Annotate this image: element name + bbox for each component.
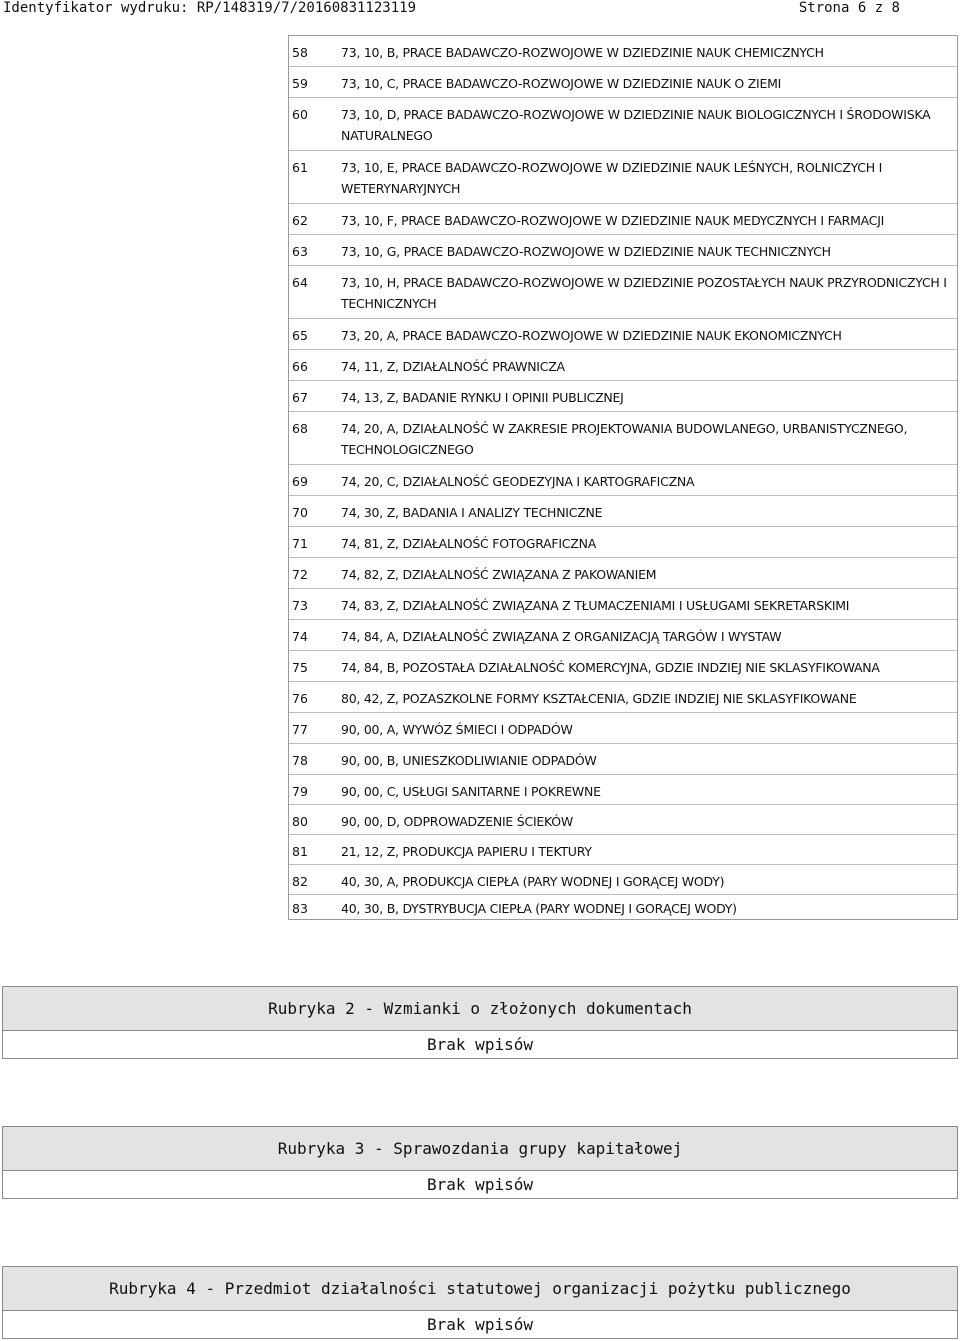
table-row — [289, 67, 957, 98]
table-row — [289, 381, 957, 412]
row-number: 77 — [292, 722, 308, 737]
row-text: 74, 84, A, DZIAŁALNOŚĆ ZWIĄZANA Z ORGANIZACJĄ TARGÓW I WYSTAW — [341, 629, 782, 644]
row-text: 21, 12, Z, PRODUKCJA PAPIERU I TEKTURY — [341, 844, 592, 859]
row-number: 82 — [292, 874, 308, 889]
row-text: 90, 00, D, ODPROWADZENIE ŚCIEKÓW — [341, 814, 573, 829]
row-text: 73, 10, F, PRACE BADAWCZO-ROZWOJOWE W DZIEDZINIE NAUK MEDYCZNYCH I FARMACJI — [341, 213, 885, 228]
row-text: 74, 11, Z, DZIAŁALNOŚĆ PRAWNICZA — [341, 359, 565, 374]
rubric-title: Rubryka 3 - Sprawozdania grupy kapitałowej — [3, 1127, 957, 1170]
row-text: 74, 13, Z, BADANIE RYNKU I OPINII PUBLICZNEJ — [341, 390, 624, 405]
row-number: 59 — [292, 76, 308, 91]
row-text: 74, 20, A, DZIAŁALNOŚĆ W ZAKRESIE PROJEKTOWANIA BUDOWLANEGO, URBANISTYCZNEGO, TECHNOLOGICZNEGO — [341, 421, 908, 457]
row-number: 67 — [292, 390, 308, 405]
table-row — [289, 496, 957, 527]
row-text: 73, 10, C, PRACE BADAWCZO-ROZWOJOWE W DZIEDZINIE NAUK O ZIEMI — [341, 76, 782, 91]
row-text: 73, 20, A, PRACE BADAWCZO-ROZWOJOWE W DZIEDZINIE NAUK EKONOMICZNYCH — [341, 328, 842, 343]
row-number: 71 — [292, 536, 308, 551]
row-number: 83 — [292, 901, 308, 916]
table-row — [289, 865, 957, 895]
table-row — [289, 589, 957, 620]
table-row — [289, 558, 957, 589]
table-row — [289, 412, 957, 465]
row-number: 58 — [292, 45, 308, 60]
row-number: 72 — [292, 567, 308, 582]
row-text: 90, 00, B, UNIESZKODLIWIANIE ODPADÓW — [341, 753, 597, 768]
rubric-3-section — [2, 1126, 958, 1199]
row-number: 65 — [292, 328, 308, 343]
rubric-2-section — [2, 986, 958, 1059]
row-text: 40, 30, A, PRODUKCJA CIEPŁA (PARY WODNEJ I GORĄCEJ WODY) — [341, 874, 725, 889]
row-text: 73, 10, D, PRACE BADAWCZO-ROZWOJOWE W DZIEDZINIE NAUK BIOLOGICZNYCH I ŚRODOWISKA NATURALNEGO — [341, 107, 931, 143]
row-number: 66 — [292, 359, 308, 374]
rubric-body: Brak wpisów — [3, 1170, 957, 1198]
table-row — [289, 744, 957, 775]
table-row — [289, 805, 957, 835]
table-row — [289, 235, 957, 266]
table-row — [289, 620, 957, 651]
row-number: 68 — [292, 421, 308, 436]
table-row — [289, 266, 957, 319]
table-row — [289, 527, 957, 558]
table-row — [289, 319, 957, 350]
page-header — [0, 0, 960, 18]
table-row — [289, 350, 957, 381]
row-text: 74, 84, B, POZOSTAŁA DZIAŁALNOŚĆ KOMERCYJNA, GDZIE INDZIEJ NIE SKLASYFIKOWANA — [341, 660, 880, 675]
row-text: 74, 20, C, DZIAŁALNOŚĆ GEODEZYJNA I KARTOGRAFICZNA — [341, 474, 695, 489]
row-text: 73, 10, H, PRACE BADAWCZO-ROZWOJOWE W DZIEDZINIE POZOSTAŁYCH NAUK PRZYRODNICZYCH I TECHNICZNYCH — [341, 275, 947, 311]
table-row — [289, 204, 957, 235]
row-text: 73, 10, E, PRACE BADAWCZO-ROZWOJOWE W DZIEDZINIE NAUK LEŚNYCH, ROLNICZYCH I WETERYNARYJNYCH — [341, 160, 883, 196]
rubric-body: Brak wpisów — [3, 1030, 957, 1058]
row-number: 73 — [292, 598, 308, 613]
table-row — [289, 895, 957, 919]
row-number: 76 — [292, 691, 308, 706]
row-number: 74 — [292, 629, 308, 644]
row-text: 74, 81, Z, DZIAŁALNOŚĆ FOTOGRAFICZNA — [341, 536, 596, 551]
row-number: 61 — [292, 160, 308, 175]
row-number: 69 — [292, 474, 308, 489]
row-text: 73, 10, B, PRACE BADAWCZO-ROZWOJOWE W DZIEDZINIE NAUK CHEMICZNYCH — [341, 45, 824, 60]
row-number: 79 — [292, 784, 308, 799]
table-row — [289, 682, 957, 713]
table-row — [289, 775, 957, 805]
row-text: 90, 00, C, USŁUGI SANITARNE I POKREWNE — [341, 784, 601, 799]
row-text: 74, 30, Z, BADANIA I ANALIZY TECHNICZNE — [341, 505, 603, 520]
row-text: 40, 30, B, DYSTRYBUCJA CIEPŁA (PARY WODNEJ I GORĄCEJ WODY) — [341, 901, 737, 916]
rubric-title: Rubryka 2 - Wzmianki o złożonych dokumentach — [3, 987, 957, 1030]
row-number: 70 — [292, 505, 308, 520]
row-text: 90, 00, A, WYWÓZ ŚMIECI I ODPADÓW — [341, 722, 573, 737]
row-number: 81 — [292, 844, 308, 859]
row-text: 74, 83, Z, DZIAŁALNOŚĆ ZWIĄZANA Z TŁUMACZENIAMI I USŁUGAMI SEKRETARSKIMI — [341, 598, 850, 613]
table-row — [289, 98, 957, 151]
row-number: 60 — [292, 107, 308, 122]
print-identifier: Identyfikator wydruku: RP/148319/7/20160831123119 — [3, 0, 417, 16]
row-number: 80 — [292, 814, 308, 829]
table-row — [289, 651, 957, 682]
row-number: 62 — [292, 213, 308, 228]
table-row — [289, 465, 957, 496]
row-text: 80, 42, Z, POZASZKOLNE FORMY KSZTAŁCENIA, GDZIE INDZIEJ NIE SKLASYFIKOWANE — [341, 691, 857, 706]
rubric-body: Brak wpisów — [3, 1310, 957, 1338]
table-row — [289, 151, 957, 204]
rubric-4-section — [2, 1266, 958, 1339]
rubric-title: Rubryka 4 - Przedmiot działalności statutowej organizacji pożytku publicznego — [3, 1267, 957, 1310]
row-number: 78 — [292, 753, 308, 768]
row-text: 74, 82, Z, DZIAŁALNOŚĆ ZWIĄZANA Z PAKOWANIEM — [341, 567, 657, 582]
row-text: 73, 10, G, PRACE BADAWCZO-ROZWOJOWE W DZIEDZINIE NAUK TECHNICZNYCH — [341, 244, 831, 259]
page-number: Strona 6 z 8 — [798, 0, 900, 16]
row-number: 75 — [292, 660, 308, 675]
row-number: 63 — [292, 244, 308, 259]
table-row — [289, 713, 957, 744]
table-row — [289, 36, 957, 67]
row-number: 64 — [292, 275, 308, 290]
activity-table — [288, 35, 958, 920]
table-row — [289, 835, 957, 865]
